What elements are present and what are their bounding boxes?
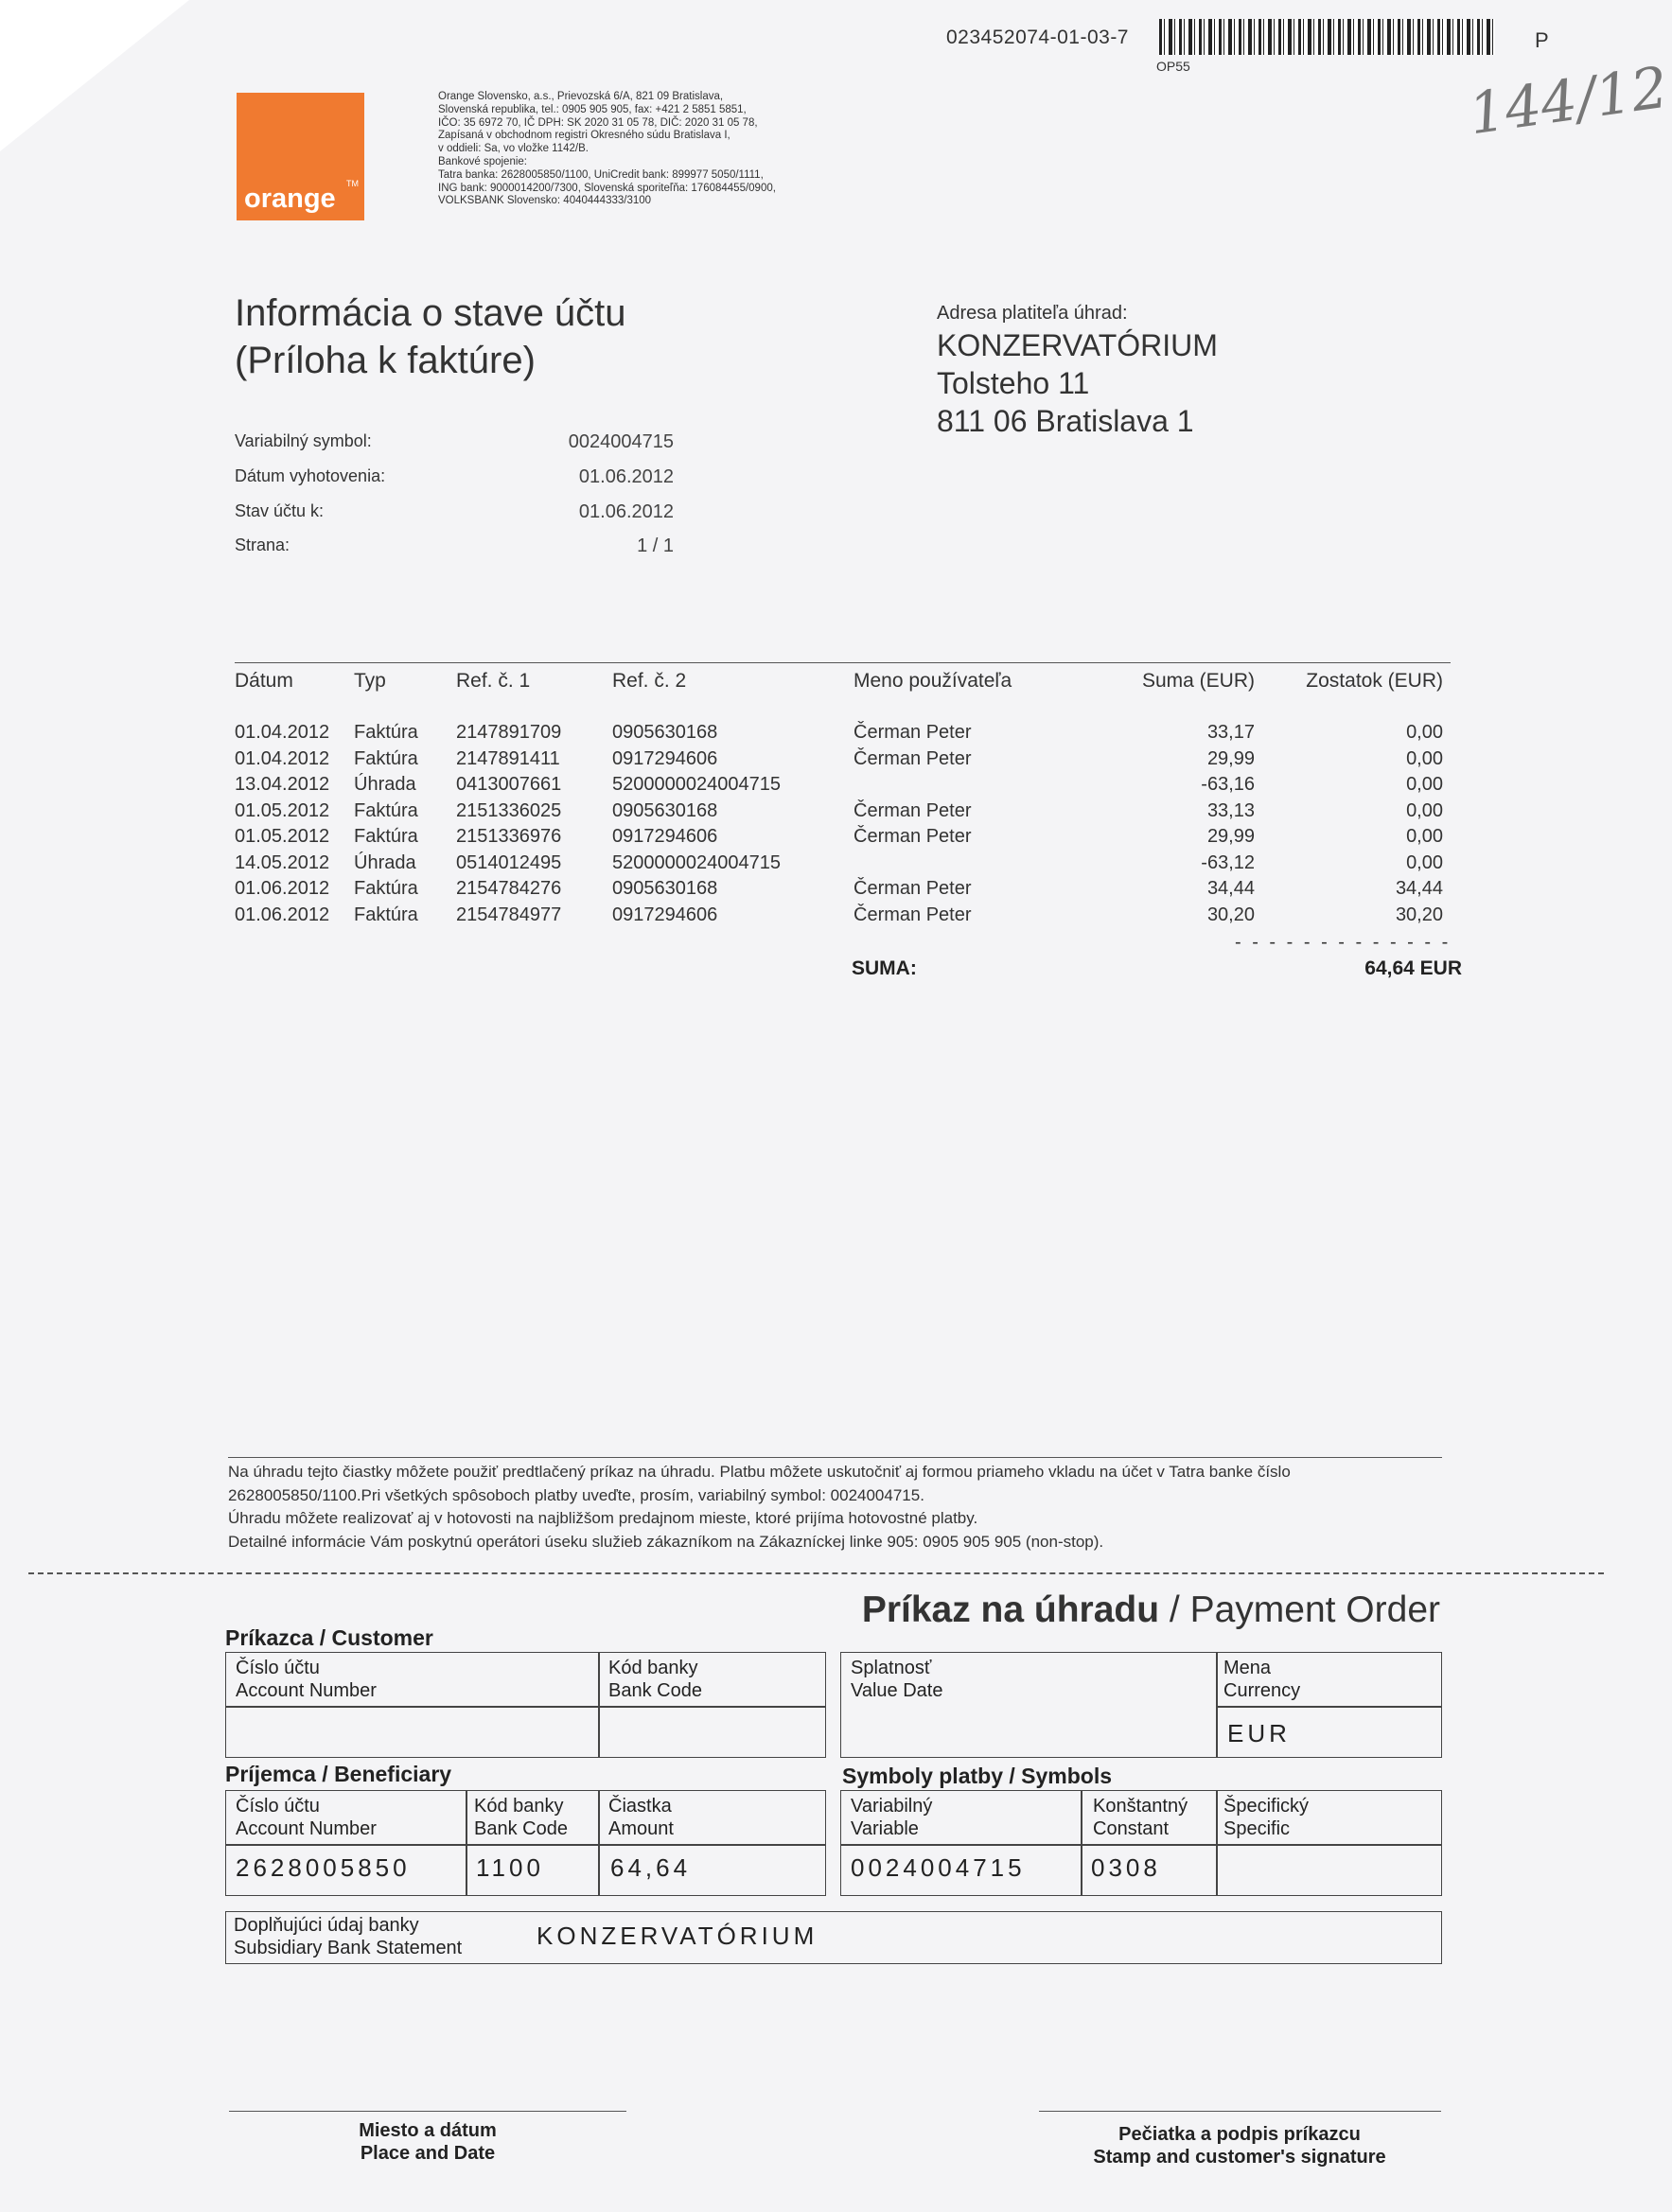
col-header-date: Dátum bbox=[235, 670, 293, 692]
col-header-ref2: Ref. č. 2 bbox=[612, 670, 687, 692]
col-header-balance: Zostatok (EUR) bbox=[1306, 670, 1443, 692]
meta-value-variable-symbol: 0024004715 bbox=[568, 431, 674, 452]
cell-amount: 33,17 bbox=[1206, 722, 1255, 743]
currency-row-divider bbox=[1217, 1706, 1441, 1708]
cell-ref2: 0917294606 bbox=[612, 747, 718, 769]
cell-type: Faktúra bbox=[354, 722, 418, 743]
col-header-user: Meno používateľa bbox=[854, 670, 1012, 692]
cell-user: Čerman Peter bbox=[854, 826, 972, 847]
cut-line bbox=[28, 1572, 1604, 1574]
subsidiary-label: Doplňujúci údaj banky Subsidiary Bank Statement bbox=[234, 1915, 463, 1958]
specific-symbol-label: Špecifický Specific bbox=[1223, 1796, 1310, 1839]
note-line-2: 2628005850/1100.Pri všetkých spôsoboch platby uveďte, prosím, variabilný symbol: 0024004715. bbox=[228, 1485, 924, 1504]
symbols-col-divider-2 bbox=[1216, 1791, 1218, 1895]
stamp-signature-line bbox=[1039, 2111, 1441, 2112]
customer-account-label: Číslo účtu Account Number bbox=[236, 1658, 377, 1701]
cell-ref1: 2147891709 bbox=[456, 722, 562, 743]
payment-order-title bbox=[862, 1589, 1440, 1631]
customer-heading: Príkazca / Customer bbox=[225, 1625, 433, 1650]
company-info: Orange Slovensko, a.s., Prievozská 6/A, 821 09 Bratislava, Slovenská republika, tel.: 0905 905 905, fax: +421 2 5851 5851, IČO: 35 6972 70, IČ DPH: SK 2020 31 05 78, DIČ: 2020 31 05 78, Zapísaná v obchodnom registri Okresného súdu Bratislava I, v oddieli: Sa, vo vložke 1142/B. Bankové spojenie: Tatra banka: 2628005850/1100, UniCredit bank: 899977 5050/1111, ING bank: 9000014200/7300, Slovenská sporiteľňa: 176084455/0900, VOLKSBANK Slovensko: 4040444333/3100 bbox=[438, 91, 776, 207]
cell-balance: 0,00 bbox=[1406, 722, 1443, 743]
cell-amount: 29,99 bbox=[1206, 826, 1255, 847]
subsidiary-box bbox=[225, 1911, 1442, 1964]
cell-balance: 0,00 bbox=[1406, 747, 1443, 769]
logo-tm: TM bbox=[346, 179, 359, 188]
cell-amount: 29,99 bbox=[1206, 747, 1255, 769]
cell-amount: 33,13 bbox=[1206, 799, 1255, 821]
meta-value-issue-date: 01.06.2012 bbox=[578, 466, 674, 487]
cell-type: Faktúra bbox=[354, 878, 418, 899]
cell-type: Úhrada bbox=[354, 774, 416, 795]
cell-date: 01.05.2012 bbox=[235, 799, 330, 821]
cell-date: 01.05.2012 bbox=[235, 826, 330, 847]
note-line-4: Detailné informácie Vám poskytnú operátori úseku služieb zákazníkom na Zákazníckej linke 905: 0905 905 905 (non-stop). bbox=[228, 1532, 1104, 1551]
meta-label-balance-date: Stav účtu k: bbox=[235, 501, 325, 520]
cell-balance: 30,20 bbox=[1395, 904, 1443, 925]
cell-ref2: 0905630168 bbox=[612, 878, 718, 899]
cell-type: Faktúra bbox=[354, 747, 418, 769]
address-line-city: 811 06 Bratislava 1 bbox=[937, 404, 1194, 438]
barcode bbox=[1159, 19, 1495, 55]
place-date-line bbox=[229, 2111, 626, 2112]
meta-label-page: Strana: bbox=[235, 535, 290, 554]
cell-ref1: 2151336976 bbox=[456, 826, 562, 847]
cell-ref2: 0917294606 bbox=[612, 904, 718, 925]
handwritten-note: 144/12 bbox=[1465, 54, 1672, 149]
cell-amount: 30,20 bbox=[1206, 904, 1255, 925]
cell-date: 14.05.2012 bbox=[235, 851, 330, 873]
title-line-2: (Príloha k faktúre) bbox=[235, 340, 536, 381]
value-date-label: Splatnosť Value Date bbox=[851, 1658, 943, 1701]
cell-ref1: 0413007661 bbox=[456, 774, 562, 795]
currency-col-divider bbox=[1216, 1653, 1218, 1757]
col-header-ref1: Ref. č. 1 bbox=[456, 670, 531, 692]
cell-ref1: 2154784276 bbox=[456, 878, 562, 899]
cell-date: 13.04.2012 bbox=[235, 774, 330, 795]
symbols-col-divider-1 bbox=[1081, 1791, 1082, 1895]
symbols-box bbox=[840, 1790, 1442, 1896]
cell-balance: 0,00 bbox=[1406, 774, 1443, 795]
cell-type: Faktúra bbox=[354, 826, 418, 847]
stamp-signature-label: Pečiatka a podpis príkazcu Stamp and customer's signature bbox=[1093, 2124, 1386, 2168]
cell-ref1: 2151336025 bbox=[456, 799, 562, 821]
beneficiary-heading: Príjemca / Beneficiary bbox=[225, 1762, 452, 1786]
place-date-label: Miesto a dátum Place and Date bbox=[359, 2120, 497, 2164]
cell-ref2: 5200000024004715 bbox=[612, 774, 781, 795]
cell-ref1: 0514012495 bbox=[456, 851, 562, 873]
subsidiary-value[interactable]: KONZERVATÓRIUM bbox=[537, 1922, 818, 1950]
cell-ref2: 0917294606 bbox=[612, 826, 718, 847]
symbols-heading: Symboly platby / Symbols bbox=[842, 1764, 1113, 1788]
beneficiary-box bbox=[225, 1790, 826, 1896]
cell-balance: 0,00 bbox=[1406, 826, 1443, 847]
cell-amount: -63,16 bbox=[1201, 774, 1255, 795]
cell-ref1: 2154784977 bbox=[456, 904, 562, 925]
title-line-1: Informácia o stave účtu bbox=[235, 292, 626, 334]
payment-note bbox=[228, 1461, 1458, 1554]
beneficiary-col-divider-2 bbox=[598, 1791, 600, 1895]
p-mark: P bbox=[1535, 28, 1549, 52]
currency-value[interactable]: EUR bbox=[1227, 1719, 1291, 1747]
sum-separator: - - - - - - - - - - - - - bbox=[1235, 932, 1452, 953]
cell-date: 01.06.2012 bbox=[235, 878, 330, 899]
amount-value[interactable]: 64,64 bbox=[610, 1853, 692, 1882]
note-line-1: Na úhradu tejto čiastky môžete použiť predtlačený príkaz na úhradu. Platbu môžete uskutočniť aj formou priameho vkladu na účet v Tatra banke číslo bbox=[228, 1463, 1291, 1481]
cell-user: Čerman Peter bbox=[854, 722, 972, 743]
payment-order-title-rest: / Payment Order bbox=[1159, 1589, 1440, 1630]
document-title bbox=[235, 290, 626, 384]
cell-balance: 0,00 bbox=[1406, 851, 1443, 873]
address-line-name: KONZERVATÓRIUM bbox=[937, 328, 1218, 362]
variable-symbol-value[interactable]: 0024004715 bbox=[851, 1853, 1026, 1882]
cell-balance: 0,00 bbox=[1406, 799, 1443, 821]
sum-value: 64,64 EUR bbox=[1364, 957, 1462, 979]
cell-amount: 34,44 bbox=[1206, 878, 1255, 899]
value-date-currency-box bbox=[840, 1652, 1442, 1758]
beneficiary-bank-value[interactable]: 1100 bbox=[476, 1853, 544, 1882]
customer-account-field[interactable] bbox=[227, 1708, 597, 1755]
beneficiary-account-value[interactable]: 2628005850 bbox=[236, 1853, 411, 1882]
cell-user: Čerman Peter bbox=[854, 799, 972, 821]
folded-corner bbox=[0, 0, 189, 151]
barcode-code: OP55 bbox=[1156, 59, 1190, 74]
meta-value-page: 1 / 1 bbox=[637, 535, 674, 556]
cell-type: Faktúra bbox=[354, 799, 418, 821]
note-top-rule bbox=[228, 1457, 1442, 1458]
table-top-rule bbox=[235, 662, 1451, 663]
beneficiary-bank-label: Kód banky Bank Code bbox=[474, 1796, 568, 1839]
constant-symbol-value[interactable]: 0308 bbox=[1091, 1853, 1161, 1882]
cell-ref1: 2147891411 bbox=[456, 747, 560, 769]
amount-label: Čiastka Amount bbox=[608, 1796, 674, 1839]
cell-user: Čerman Peter bbox=[854, 878, 972, 899]
cell-balance: 34,44 bbox=[1395, 878, 1443, 899]
constant-symbol-label: Konštantný Constant bbox=[1093, 1796, 1188, 1839]
sum-label: SUMA: bbox=[852, 957, 917, 979]
address-label: Adresa platiteľa úhrad: bbox=[937, 303, 1128, 324]
customer-bank-label: Kód banky Bank Code bbox=[608, 1658, 702, 1701]
beneficiary-account-label: Číslo účtu Account Number bbox=[236, 1796, 377, 1839]
cell-ref2: 0905630168 bbox=[612, 722, 718, 743]
customer-col-divider bbox=[598, 1653, 600, 1757]
cell-user: Čerman Peter bbox=[854, 747, 972, 769]
beneficiary-col-divider-1 bbox=[466, 1791, 467, 1895]
customer-bank-field[interactable] bbox=[601, 1708, 824, 1755]
cell-type: Faktúra bbox=[354, 904, 418, 925]
cell-date: 01.04.2012 bbox=[235, 722, 330, 743]
cell-amount: -63,12 bbox=[1201, 851, 1255, 873]
meta-label-variable-symbol: Variabilný symbol: bbox=[235, 431, 372, 450]
cell-ref2: 5200000024004715 bbox=[612, 851, 781, 873]
address-line-street: Tolsteho 11 bbox=[937, 366, 1090, 400]
symbols-row-divider bbox=[841, 1844, 1441, 1846]
note-line-3: Úhradu môžete realizovať aj v hotovosti na najbližšom predajnom mieste, ktoré prijíma hotovostné platby. bbox=[228, 1509, 978, 1527]
meta-value-balance-date: 01.06.2012 bbox=[578, 501, 674, 522]
cell-user: Čerman Peter bbox=[854, 904, 972, 925]
currency-label: Mena Currency bbox=[1223, 1658, 1301, 1701]
payment-order-title-bold: Príkaz na úhradu bbox=[861, 1589, 1160, 1630]
customer-box bbox=[225, 1652, 826, 1758]
cell-type: Úhrada bbox=[354, 851, 416, 873]
cell-date: 01.04.2012 bbox=[235, 747, 330, 769]
logo-text: orange bbox=[244, 184, 336, 214]
variable-symbol-label: Variabilný Variable bbox=[851, 1796, 933, 1839]
cell-ref2: 0905630168 bbox=[612, 799, 718, 821]
cell-date: 01.06.2012 bbox=[235, 904, 330, 925]
col-header-type: Typ bbox=[354, 670, 386, 692]
document-number: 023452074-01-03-7 bbox=[946, 26, 1129, 48]
beneficiary-row-divider bbox=[226, 1844, 825, 1846]
meta-label-issue-date: Dátum vyhotovenia: bbox=[235, 466, 386, 485]
col-header-amount: Suma (EUR) bbox=[1141, 670, 1255, 692]
orange-logo bbox=[237, 93, 364, 220]
